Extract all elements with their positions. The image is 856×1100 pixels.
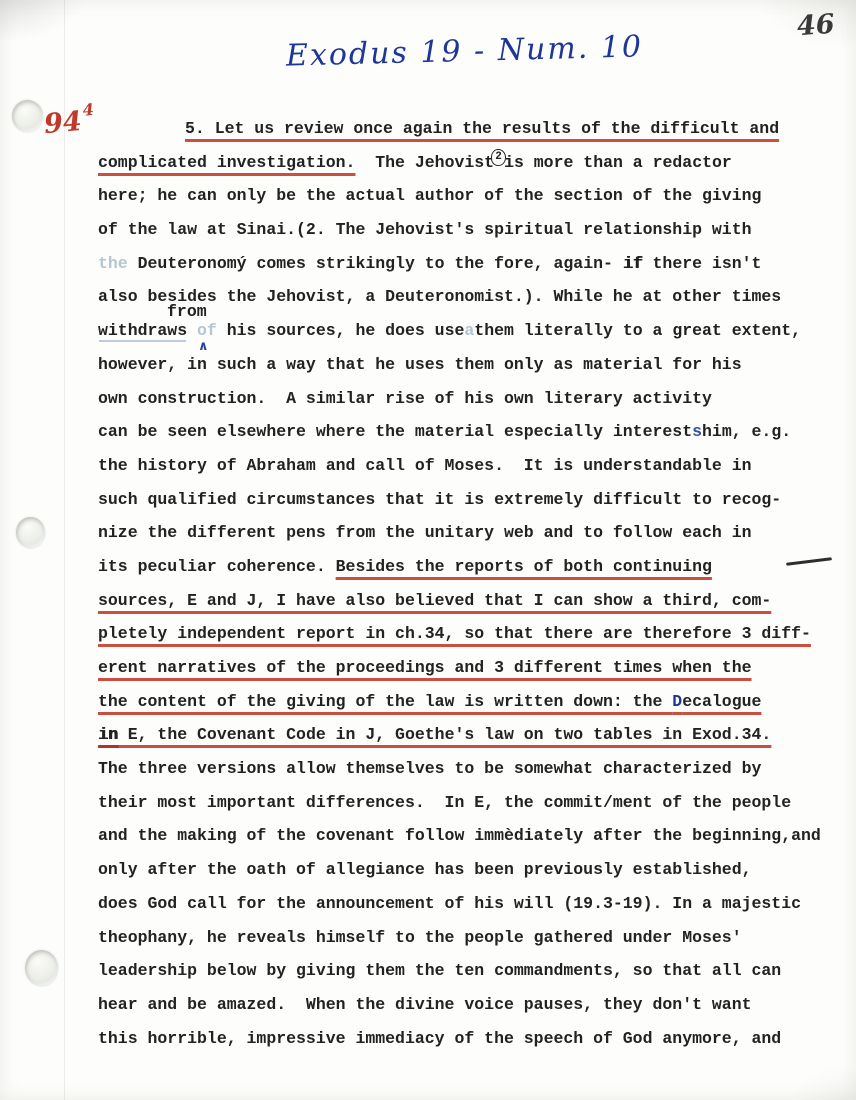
typed-line: 5. Let us review once again the results of the difficult and — [185, 119, 780, 138]
typed-line: this horrible, impressive immediacy of the speech of God anymore, and — [98, 1028, 782, 1048]
typed-line: such qualified circumstances that it is extremely difficult to recog- — [98, 489, 782, 509]
typed-line: only after the oath of allegiance has been previously established, — [98, 860, 752, 880]
typed-line: their most important differences. In E, the commit/ment of the people — [98, 792, 792, 812]
left-margin-crease — [64, 0, 65, 1100]
typed-line: its peculiar coherence. Besides the reports of both continuing — [98, 556, 712, 576]
typed-line: the Deuteronomý comes strikingly to the fore, again- if there isn't — [98, 253, 762, 273]
circled-footnote-mark: 2 — [491, 149, 506, 166]
typed-line: can be seen elsewhere where the material especially interestshim, e.g. — [98, 422, 792, 442]
hole-punch — [25, 950, 58, 986]
typed-line: does God call for the announcement of his will (19.3-19). In a majestic — [98, 893, 802, 913]
corrected-word: of from ∧ — [197, 314, 217, 348]
typed-line: the history of Abraham and call of Moses. It is understandable in — [98, 455, 752, 475]
page-number: 46 — [795, 8, 836, 43]
margin-note — [42, 99, 95, 141]
hole-punch — [16, 517, 45, 548]
typed-line: however, in such a way that he uses them only as material for his — [98, 354, 742, 374]
typed-line: pletely independent report in ch.34, so that there are therefore 3 diff- — [98, 624, 811, 644]
handwritten-header: Exodus 19 - Num. 10 — [285, 29, 644, 74]
typed-line: nize the different pens from the unitary web and to follow each in — [98, 523, 752, 543]
typed-line: sources, E and J, I have also believed that I can show a third, com- — [98, 590, 772, 610]
typed-line: of the law at Sinai.(2. The Jehovist's spiritual relationship with — [98, 220, 752, 240]
typed-line: leadership below by giving them the ten commandments, so that all can — [98, 961, 782, 981]
typed-line: the content of the giving of the law is written down: the Decalogue — [98, 691, 762, 711]
typed-line: hear and be amazed. When the divine voice pauses, they don't want — [98, 994, 752, 1014]
typed-line: complicated investigation. The Jehovist2 is more than a redactor — [98, 150, 732, 172]
typed-line: here; he can only be the actual author of the section of the giving — [98, 186, 762, 206]
hole-punch — [12, 100, 43, 132]
typed-line: in E, the Covenant Code in J, Goethe's law on two tables in Exod.34. — [98, 725, 772, 745]
margin-note-superscript: 4 — [81, 99, 95, 120]
typed-line: own construction. A similar rise of his own literary activity — [98, 388, 712, 408]
margin-note-number: 94 — [42, 105, 83, 141]
typed-line: The three versions allow themselves to be somewhat characterized by — [98, 759, 762, 779]
typed-line: erent narratives of the proceedings and 3 different times when the — [98, 658, 752, 677]
typed-line: also besides the Jehovist, a Deuteronomist.). While he at other times — [98, 287, 782, 307]
typed-line: theophany, he reveals himself to the people gathered under Moses' — [98, 927, 742, 947]
insertion-caret-mark: ∧ — [198, 339, 209, 355]
typed-line: and the making of the covenant follow immèdiately after the beginning,and — [98, 826, 821, 846]
inserted-word: from — [167, 302, 207, 322]
typed-text — [98, 112, 838, 1055]
typed-line: withdraws of from ∧ his sources, he does useathem literally to a great extent, — [98, 314, 838, 348]
